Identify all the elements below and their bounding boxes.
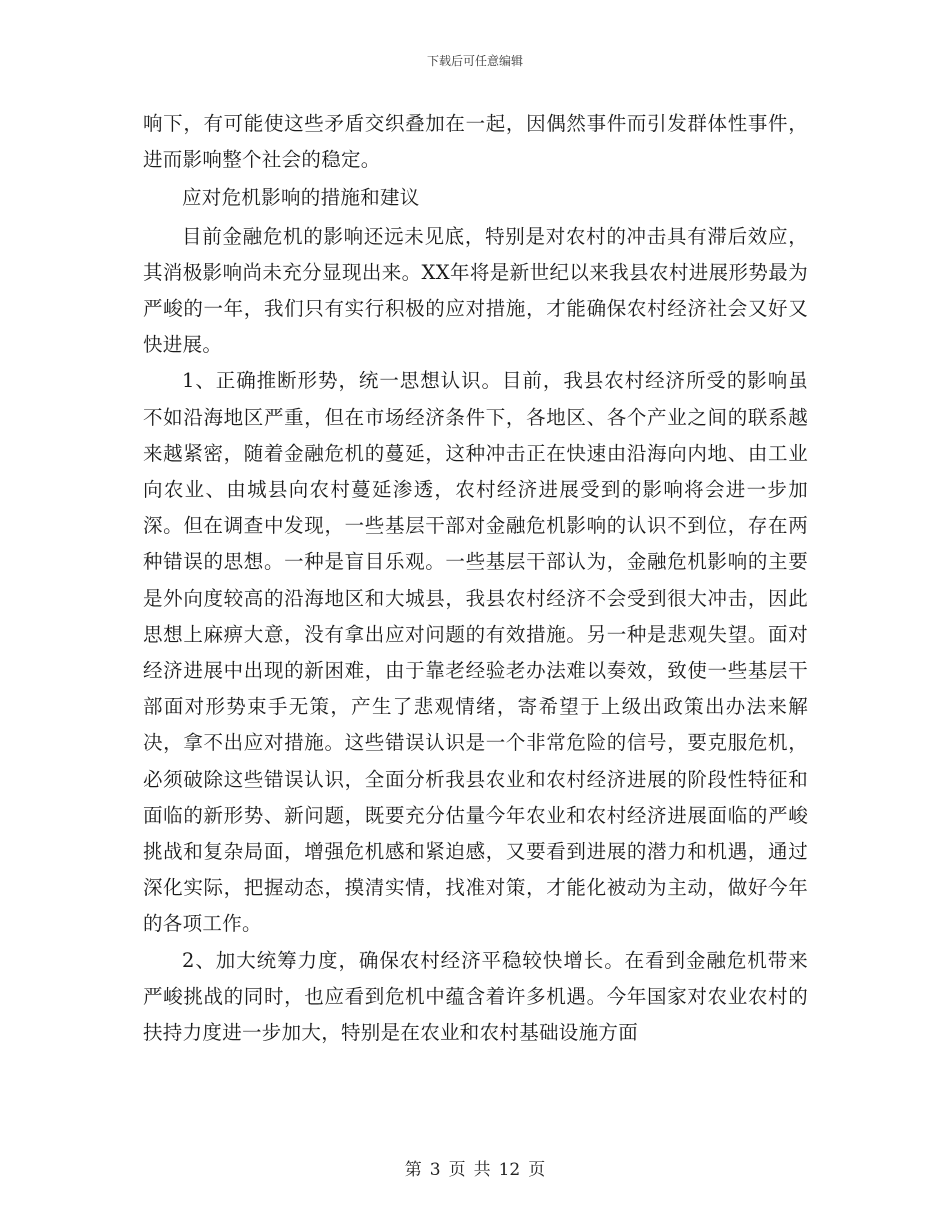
paragraph-item-1: 1、正确推断形势，统一思想认识。目前，我县农村经济所受的影响虽不如沿海地区严重，但在市场经济条件下，各地区、各个产业之间的联系越来越紧密，随着金融危机的蔓延，这种冲击正在快速由沿海向内地、由工业向农业、由城县向农村蔓延渗透，农村经济进展受到的影响将会进一步加深。但在调查中发现，一些基层干部对金融危机影响的认识不到位，存在两种错误的思想。一种是盲目乐观。一些基层干部认为，金融危机影响的主要是外向度较高的沿海地区和大城县，我县农村经济不会受到很大冲击，因此思想上麻痹大意，没有拿出应对问题的有效措施。另一种是悲观失望。面对经济进展中出现的新困难，由于靠老经验老办法难以奏效，致使一些基层干部面对形势束手无策，产生了悲观情绪，寄希望于上级出政策出办法来解决，拿不出应对措施。这些错误认识是一个非常危险的信号，要克服危机，必须破除这些错误认识，全面分析我县农业和农村经济进展的阶段性特征和面临的新形势、新问题，既要充分估量今年农业和农村经济进展面临的严峻挑战和复杂局面，增强危机感和紧迫感，又要看到进展的潜力和机遇，通过深化实际，把握动态，摸清实情，找准对策，才能化被动为主动，做好今年的各项工作。 — [143, 369, 808, 936]
current-page-number: 3 — [429, 1160, 441, 1180]
footer-total-prefix: 共 — [473, 1160, 491, 1180]
total-page-count: 12 — [498, 1160, 521, 1180]
footer-total-unit: 页 — [528, 1160, 546, 1180]
page-footer — [0, 1155, 950, 1180]
page-header: 下载后可任意编辑 — [426, 54, 523, 68]
document-body — [143, 106, 808, 1051]
section-heading: 应对危机影响的措施和建议 — [182, 186, 420, 210]
paragraph-item-2: 2、加大统筹力度，确保农村经济平稳较快增长。在看到金融危机带来严峻挑战的同时，也应看到危机中蕴含着许多机遇。今年国家对农业农村的扶持力度进一步加大，特别是在农业和农村基础设施方面 — [143, 948, 808, 1045]
footer-prefix: 第 — [404, 1160, 422, 1180]
paragraph-intro: 目前金融危机的影响还远未见底，特别是对农村的冲击具有滞后效应，其消极影响尚未充分显现出来。XX年将是新世纪以来我县农村进展形势最为严峻的一年，我们只有实行积极的应对措施，才能确保农村经济社会又好又快进展。 — [143, 224, 808, 357]
paragraph-continuation: 响下，有可能使这些矛盾交织叠加在一起，因偶然事件而引发群体性事件，进而影响整个社会的稳定。 — [143, 112, 808, 172]
footer-page-unit: 页 — [448, 1160, 466, 1180]
